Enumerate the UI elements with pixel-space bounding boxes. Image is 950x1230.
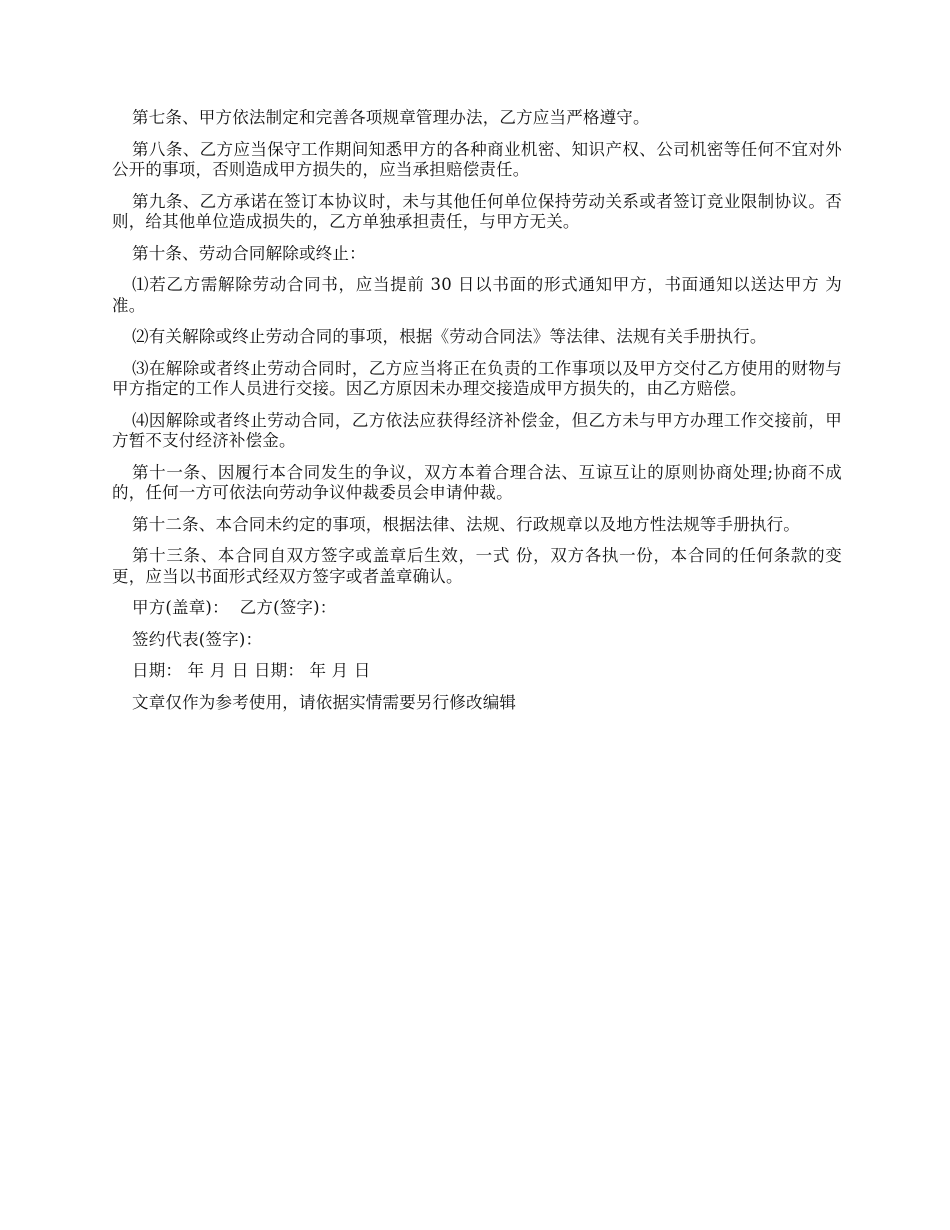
article-10-clause-4: ⑷因解除或者终止劳动合同，乙方依法应获得经济补偿金，但乙方未与甲方办理工作交接前，甲方暂不支付经济补偿金。 — [112, 410, 842, 450]
article-12: 第十二条、本合同未约定的事项，根据法律、法规、行政规章以及地方性法规等手册执行。 — [132, 514, 800, 534]
article-9: 第九条、乙方承诺在签订本协议时，未与其他任何单位保持劳动关系或者签订竞业限制协议。否则，给其他单位造成损失的，乙方单独承担责任，与甲方无关。 — [112, 191, 842, 231]
reference-note: 文章仅作为参考使用，请依据实情需要另行修改编辑 — [132, 692, 517, 712]
article-10-clause-1: ⑴若乙方需解除劳动合同书，应当提前 30 日以书面的形式通知甲方，书面通知以送达甲方 为准。 — [112, 275, 842, 315]
signature-dates: 日期： 年 月 日 日期： 年 月 日 — [132, 661, 371, 680]
article-7: 第七条、甲方依法制定和完善各项规章管理办法，乙方应当严格遵守。 — [132, 108, 650, 127]
document-body — [112, 108, 842, 724]
article-10-clause-2: ⑵有关解除或终止劳动合同的事项，根据《劳动合同法》等法律、法规有关手册执行。 — [132, 327, 767, 346]
article-8: 第八条、乙方应当保守工作期间知悉甲方的各种商业机密、知识产权、公司机密等任何不宜对外公开的事项，否则造成甲方损失的，应当承担赔偿责任。 — [112, 139, 842, 179]
article-10-clause-3: ⑶在解除或者终止劳动合同时，乙方应当将正在负责的工作事项以及甲方交付乙方使用的财物与甲方指定的工作人员进行交接。因乙方原因未办理交接造成甲方损失的，由乙方赔偿。 — [112, 358, 842, 398]
signature-representative: 签约代表(签字)： — [132, 629, 263, 649]
article-10-heading: 第十条、劳动合同解除或终止： — [132, 243, 366, 263]
article-11: 第十一条、因履行本合同发生的争议，双方本着合理合法、互谅互让的原则协商处理;协商不成的，任何一方可依法向劳动争议仲裁委员会申请仲裁。 — [112, 462, 842, 502]
article-13: 第十三条、本合同自双方签字或盖章后生效，一式 份，双方各执一份，本合同的任何条款的变更，应当以书面形式经双方签字或者盖章确认。 — [112, 546, 842, 586]
signature-parties: 甲方(盖章)： 乙方(签字)： — [132, 598, 337, 617]
